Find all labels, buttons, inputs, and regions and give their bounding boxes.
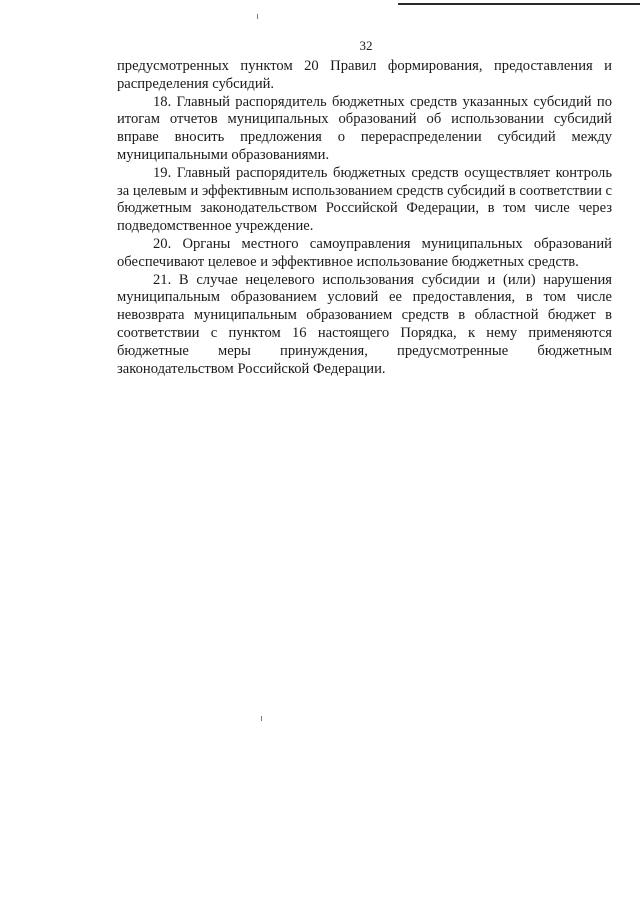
paragraph-18: 18. Главный распорядитель бюджетных средств указанных субсидий по итогам отчетов муниципальных образований об использовании субсидий вправе вносить предложения о перераспределении субсидий между муниципальными образованиями. xyxy=(117,93,612,163)
paragraph-20: 20. Органы местного самоуправления муниципальных образований обеспечивают целевое и эффективное использование бюджетных средств. xyxy=(117,235,612,270)
paragraph-continuation: предусмотренных пунктом 20 Правил формирования, предоставления и распределения субсидий. xyxy=(117,58,612,92)
document-body xyxy=(117,58,612,378)
paragraph-19: 19. Главный распорядитель бюджетных средств осуществляет контроль за целевым и эффективным использованием средств субсидий в соответствии с бюджетным законодательством Российской Федерации, в том числе через подведомственное учреждение. xyxy=(117,164,613,235)
top-edge-rule xyxy=(398,3,640,5)
scan-speck xyxy=(257,14,258,19)
scan-speck xyxy=(261,716,262,721)
paragraph-21: 21. В случае нецелевого использования субсидии и (или) нарушения муниципальным образованием условий ее предоставления, в том числе невозврата муниципальным образованием средств в областной бюджет в соответствии с пунктом 16 настоящего Порядка, к нему применяются бюджетные меры принуждения, предусмотренные бюджетным законодательством Российской Федерации. xyxy=(117,271,612,377)
page-number: 32 xyxy=(359,38,373,53)
